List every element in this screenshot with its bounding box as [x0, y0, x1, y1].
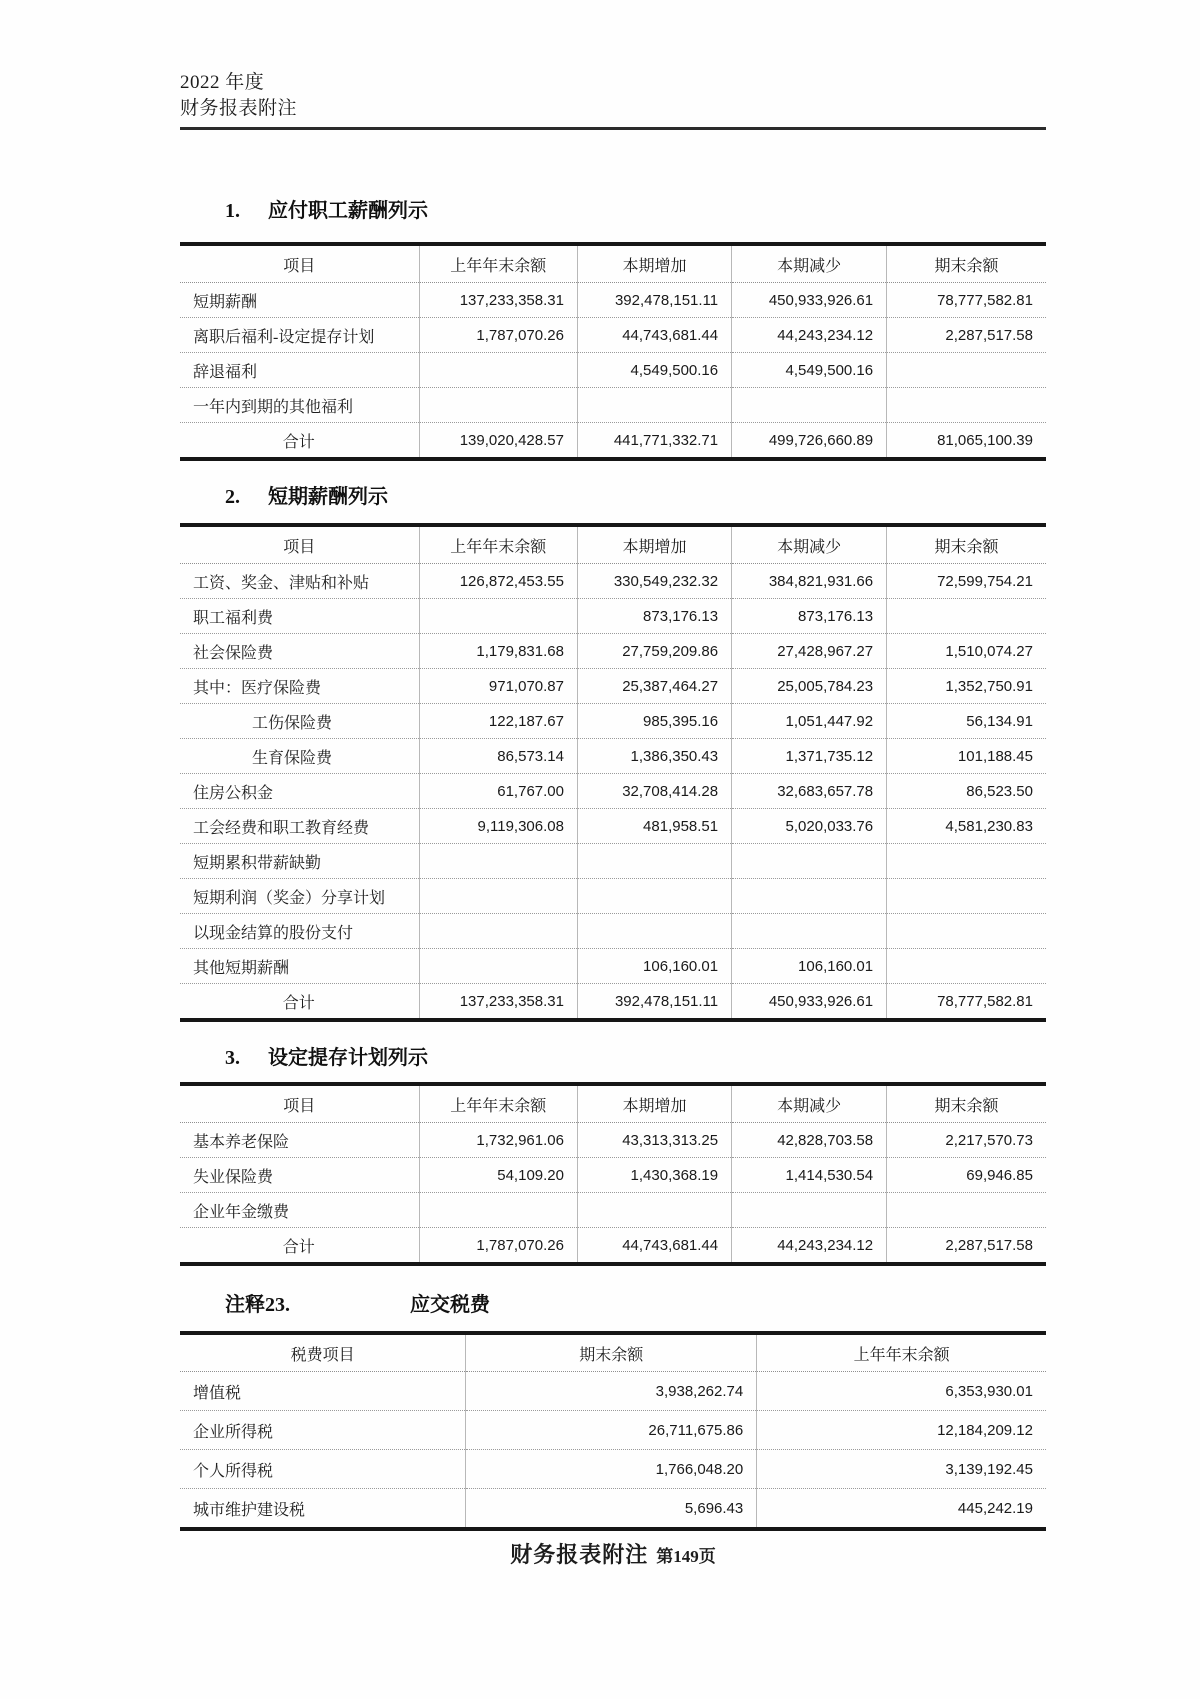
- table-row: [180, 318, 1046, 353]
- row-label-cell: 离职后福利-设定提存计划: [180, 318, 419, 353]
- table-row: [180, 809, 1046, 844]
- value-cell: 441,771,332.71: [577, 423, 731, 460]
- value-cell: [887, 353, 1046, 388]
- table-row: [180, 1489, 1046, 1530]
- row-label-cell: 失业保险费: [180, 1158, 419, 1193]
- value-cell: 137,233,358.31: [419, 283, 577, 318]
- value-cell: [419, 599, 577, 634]
- table-row: [180, 1158, 1046, 1193]
- value-cell: 2,287,517.58: [887, 318, 1046, 353]
- footer-title: 财务报表附注: [510, 1542, 649, 1567]
- running-header: [180, 70, 1046, 122]
- row-label-cell: 企业所得税: [180, 1411, 466, 1450]
- table-header-cell: 上年年末余额: [419, 244, 577, 283]
- value-cell: [419, 353, 577, 388]
- table-row: [180, 949, 1046, 984]
- taxes-payable-table: [180, 1331, 1046, 1531]
- table-header-row: [180, 1333, 1046, 1372]
- value-cell: 445,242.19: [757, 1489, 1046, 1530]
- value-cell: [732, 1193, 887, 1228]
- value-cell: 78,777,582.81: [887, 984, 1046, 1021]
- table-row: [180, 739, 1046, 774]
- row-label-cell: 工会经费和职工教育经费: [180, 809, 419, 844]
- value-cell: 4,581,230.83: [887, 809, 1046, 844]
- value-cell: 72,599,754.21: [887, 564, 1046, 599]
- value-cell: 42,828,703.58: [732, 1123, 887, 1158]
- value-cell: 43,313,313.25: [577, 1123, 731, 1158]
- section-3-title: 设定提存计划列示: [268, 1047, 428, 1069]
- value-cell: 27,759,209.86: [577, 634, 731, 669]
- table-header-cell: 项目: [180, 244, 419, 283]
- value-cell: [419, 844, 577, 879]
- value-cell: 25,005,784.23: [732, 669, 887, 704]
- row-label-cell: 合计: [282, 433, 315, 451]
- table-row: [180, 1372, 1046, 1411]
- row-label-cell: 短期累积带薪缺勤: [180, 844, 419, 879]
- value-cell: 44,743,681.44: [577, 1228, 731, 1265]
- table-header-row: [180, 525, 1046, 564]
- value-cell: 330,549,232.32: [577, 564, 731, 599]
- table-header-cell: 本期增加: [577, 1084, 731, 1123]
- row-label-cell: 工资、奖金、津贴和补贴: [180, 564, 419, 599]
- value-cell: [577, 879, 731, 914]
- value-cell: 873,176.13: [732, 599, 887, 634]
- table-header-row: [180, 1084, 1046, 1123]
- table-row: [180, 1450, 1046, 1489]
- value-cell: [887, 949, 1046, 984]
- value-cell: 86,523.50: [887, 774, 1046, 809]
- table-header-row: [180, 244, 1046, 283]
- row-label-cell: 职工福利费: [180, 599, 419, 634]
- value-cell: 101,188.45: [887, 739, 1046, 774]
- row-label-cell: 其他短期薪酬: [180, 949, 419, 984]
- header-doc-title: 财务报表附注: [180, 98, 298, 119]
- value-cell: 1,787,070.26: [419, 318, 577, 353]
- value-cell: [732, 914, 887, 949]
- table-header-cell: 本期减少: [732, 244, 887, 283]
- value-cell: 12,184,209.12: [757, 1411, 1046, 1450]
- page-footer: [180, 1538, 1046, 1569]
- row-label-cell: 城市维护建设税: [193, 1501, 306, 1519]
- row-label-cell: 社会保险费: [180, 634, 419, 669]
- table-header-cell: 期末余额: [887, 244, 1046, 283]
- table-row: [180, 283, 1046, 318]
- value-cell: 1,414,530.54: [732, 1158, 887, 1193]
- value-cell: 4,549,500.16: [577, 353, 731, 388]
- row-label-cell: 其中：医疗保险费: [180, 669, 419, 704]
- value-cell: [887, 844, 1046, 879]
- table-row: [180, 879, 1046, 914]
- table-header-cell: 本期增加: [577, 525, 731, 564]
- value-cell: 392,478,151.11: [577, 283, 731, 318]
- table-header-cell: 项目: [180, 525, 419, 564]
- value-cell: [732, 844, 887, 879]
- value-cell: 3,938,262.74: [466, 1372, 757, 1411]
- table-header-cell: 上年年末余额: [757, 1333, 1046, 1372]
- row-label-cell: 合计: [282, 994, 315, 1012]
- table-row: [180, 1411, 1046, 1450]
- row-label-cell: 辞退福利: [180, 353, 419, 388]
- value-cell: 106,160.01: [577, 949, 731, 984]
- row-label-cell: 个人所得税: [180, 1450, 466, 1489]
- value-cell: 2,287,517.58: [887, 1228, 1046, 1265]
- table-header-cell: 本期增加: [577, 244, 731, 283]
- value-cell: 78,777,582.81: [887, 283, 1046, 318]
- note-23-heading: [180, 1292, 1046, 1318]
- row-label-cell: 短期利润（奖金）分享计划: [180, 879, 419, 914]
- section-1-number: 1.: [225, 200, 240, 222]
- value-cell: 106,160.01: [732, 949, 887, 984]
- row-label-cell: 一年内到期的其他福利: [180, 388, 419, 423]
- value-cell: 450,933,926.61: [732, 984, 887, 1021]
- table-row: [180, 704, 1046, 739]
- value-cell: 384,821,931.66: [732, 564, 887, 599]
- value-cell: 9,119,306.08: [419, 809, 577, 844]
- table-header-cell: 税费项目: [180, 1333, 466, 1372]
- value-cell: 1,787,070.26: [419, 1228, 577, 1265]
- table-row: [180, 388, 1046, 423]
- value-cell: 139,020,428.57: [419, 423, 577, 460]
- table-row: [180, 1193, 1046, 1228]
- table-header-cell: 上年年末余额: [419, 1084, 577, 1123]
- value-cell: 1,352,750.91: [887, 669, 1046, 704]
- table-header-cell: 上年年末余额: [419, 525, 577, 564]
- table-row: [180, 669, 1046, 704]
- value-cell: 6,353,930.01: [757, 1372, 1046, 1411]
- value-cell: 392,478,151.11: [577, 984, 731, 1021]
- value-cell: 25,387,464.27: [577, 669, 731, 704]
- table-row: [180, 353, 1046, 388]
- value-cell: [419, 388, 577, 423]
- footer-page-number: 第149页: [656, 1547, 716, 1566]
- value-cell: 81,065,100.39: [887, 423, 1046, 460]
- table-row: [180, 844, 1046, 879]
- value-cell: [732, 879, 887, 914]
- value-cell: 971,070.87: [419, 669, 577, 704]
- table-header-cell: 期末余额: [887, 1084, 1046, 1123]
- value-cell: [887, 879, 1046, 914]
- value-cell: 1,766,048.20: [466, 1450, 757, 1489]
- row-label-cell: 以现金结算的股份支付: [180, 914, 419, 949]
- value-cell: 69,946.85: [887, 1158, 1046, 1193]
- value-cell: 44,243,234.12: [732, 1228, 887, 1265]
- value-cell: 1,732,961.06: [419, 1123, 577, 1158]
- value-cell: 5,020,033.76: [732, 809, 887, 844]
- value-cell: 44,243,234.12: [732, 318, 887, 353]
- value-cell: 985,395.16: [577, 704, 731, 739]
- table-row: [180, 599, 1046, 634]
- section-2-heading: [180, 484, 1046, 510]
- value-cell: 1,051,447.92: [732, 704, 887, 739]
- value-cell: [419, 914, 577, 949]
- value-cell: [887, 388, 1046, 423]
- total-row: [180, 423, 1046, 460]
- value-cell: 5,696.43: [466, 1489, 757, 1530]
- section-1-heading: [180, 198, 1046, 224]
- value-cell: 86,573.14: [419, 739, 577, 774]
- value-cell: 1,386,350.43: [577, 739, 731, 774]
- value-cell: 122,187.67: [419, 704, 577, 739]
- row-label-cell: 基本养老保险: [180, 1123, 419, 1158]
- table-row: [180, 914, 1046, 949]
- value-cell: 44,743,681.44: [577, 318, 731, 353]
- value-cell: 1,371,735.12: [732, 739, 887, 774]
- value-cell: 1,510,074.27: [887, 634, 1046, 669]
- value-cell: 481,958.51: [577, 809, 731, 844]
- total-row: [180, 984, 1046, 1021]
- value-cell: 126,872,453.55: [419, 564, 577, 599]
- table-header-cell: 期末余额: [466, 1333, 757, 1372]
- note-23-title: 应交税费: [410, 1294, 490, 1316]
- short-term-compensation-table: [180, 523, 1046, 1022]
- section-2-title: 短期薪酬列示: [268, 486, 388, 508]
- value-cell: 450,933,926.61: [732, 283, 887, 318]
- value-cell: [577, 914, 731, 949]
- value-cell: 26,711,675.86: [466, 1411, 757, 1450]
- value-cell: 54,109.20: [419, 1158, 577, 1193]
- row-label-cell: 短期薪酬: [180, 283, 419, 318]
- total-row: [180, 1228, 1046, 1265]
- value-cell: 32,683,657.78: [732, 774, 887, 809]
- table-header-cell: 期末余额: [887, 525, 1046, 564]
- value-cell: [577, 388, 731, 423]
- table-header-cell: 本期减少: [732, 525, 887, 564]
- value-cell: 1,179,831.68: [419, 634, 577, 669]
- table-row: [180, 1123, 1046, 1158]
- value-cell: [732, 388, 887, 423]
- payroll-payable-table: [180, 242, 1046, 461]
- section-2-number: 2.: [225, 486, 240, 508]
- header-rule: [180, 127, 1046, 130]
- value-cell: 27,428,967.27: [732, 634, 887, 669]
- value-cell: [887, 1193, 1046, 1228]
- section-1-title: 应付职工薪酬列示: [268, 200, 428, 222]
- table-header-cell: 项目: [180, 1084, 419, 1123]
- section-3-number: 3.: [225, 1047, 240, 1069]
- value-cell: [887, 914, 1046, 949]
- value-cell: [419, 1193, 577, 1228]
- value-cell: [577, 1193, 731, 1228]
- content-area: [180, 0, 1046, 1531]
- value-cell: 137,233,358.31: [419, 984, 577, 1021]
- value-cell: [577, 844, 731, 879]
- value-cell: [419, 949, 577, 984]
- value-cell: 3,139,192.45: [757, 1450, 1046, 1489]
- row-label-cell: 企业年金缴费: [180, 1193, 419, 1228]
- row-label-cell: 住房公积金: [180, 774, 419, 809]
- value-cell: 4,549,500.16: [732, 353, 887, 388]
- table-row: [180, 634, 1046, 669]
- value-cell: 32,708,414.28: [577, 774, 731, 809]
- row-label-cell: 增值税: [180, 1372, 466, 1411]
- value-cell: [419, 879, 577, 914]
- note-23-number: 注释23.: [225, 1294, 290, 1316]
- value-cell: 873,176.13: [577, 599, 731, 634]
- table-row: [180, 564, 1046, 599]
- value-cell: 56,134.91: [887, 704, 1046, 739]
- header-year: 2022 年度: [180, 72, 265, 93]
- value-cell: 61,767.00: [419, 774, 577, 809]
- row-label-cell: 工伤保险费: [180, 704, 419, 739]
- table-header-cell: 本期减少: [732, 1084, 887, 1123]
- value-cell: [887, 599, 1046, 634]
- value-cell: 1,430,368.19: [577, 1158, 731, 1193]
- row-label-cell: 合计: [282, 1238, 315, 1256]
- row-label-cell: 生育保险费: [180, 739, 419, 774]
- section-3-heading: [180, 1045, 1046, 1071]
- value-cell: 2,217,570.73: [887, 1123, 1046, 1158]
- table-row: [180, 774, 1046, 809]
- value-cell: 499,726,660.89: [732, 423, 887, 460]
- defined-contribution-plan-table: [180, 1082, 1046, 1266]
